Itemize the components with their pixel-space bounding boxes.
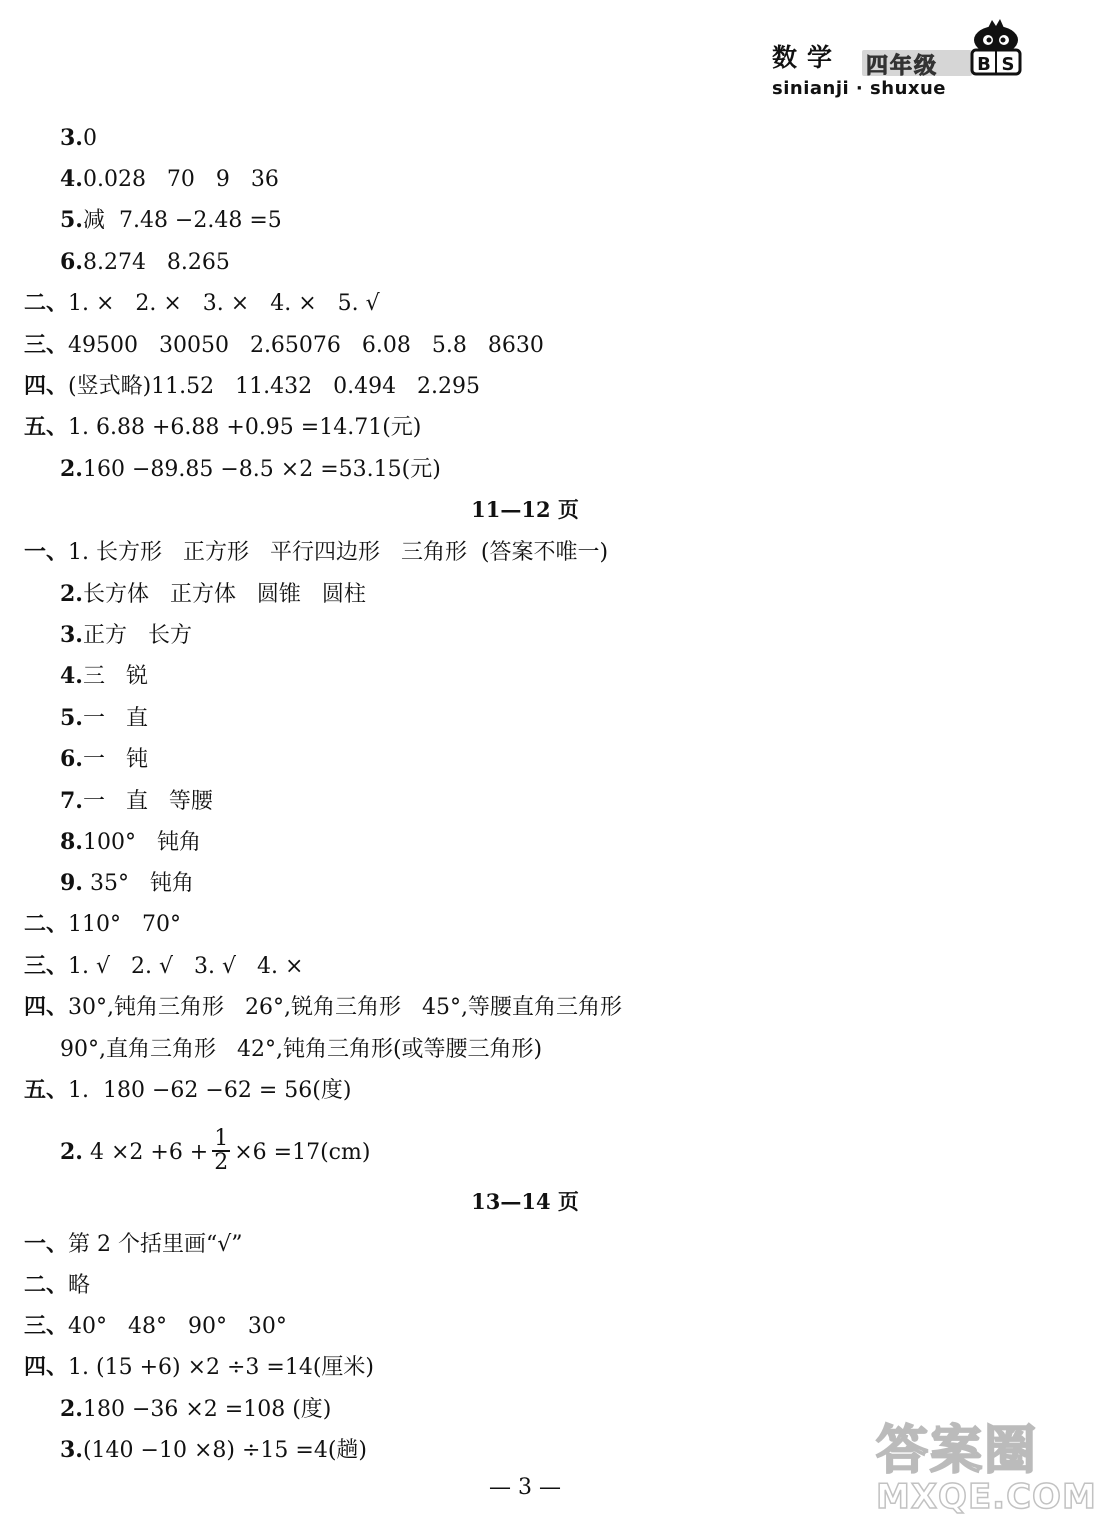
- answer-line: 4.三 锐: [60, 663, 148, 689]
- header-grade: 四年级: [866, 54, 939, 79]
- answer-line: 3.正方 长方: [60, 622, 192, 648]
- answer-line: 五、1. 180 −62 −62 = 56(度): [24, 1077, 352, 1103]
- section-title: 13—14 页: [471, 1189, 579, 1214]
- answer-line: 2.长方体 正方体 圆锥 圆柱: [60, 581, 366, 607]
- answer-line: 四、30°,钝角三角形 26°,锐角三角形 45°,等腰直角三角形: [24, 994, 622, 1020]
- answer-line: 三、1. √ 2. √ 3. √ 4. ×: [24, 953, 304, 979]
- answer-line: 四、1. (15 +6) ×2 ÷3 =14(厘米): [24, 1354, 375, 1380]
- answer-line: 二、1. × 2. × 3. × 4. × 5. √: [24, 290, 380, 316]
- page-number: — 3 —: [489, 1475, 561, 1500]
- answer-line: 9. 35° 钝角: [60, 870, 194, 896]
- header-title: 数学: [772, 43, 843, 72]
- answer-line: 90°,直角三角形 42°,钝角三角形(或等腰三角形): [60, 1037, 543, 1062]
- header-pinyin: sinianji · shuxue: [772, 78, 947, 99]
- watermark-line1: 答案圈: [876, 1421, 1039, 1481]
- watermark-line2: MXQE.COM: [876, 1477, 1097, 1517]
- bs-logo-icon: [966, 18, 1026, 78]
- svg-text:B: B: [977, 54, 991, 75]
- answer-line: 二、110° 70°: [24, 911, 181, 937]
- answer-line: 一、1. 长方形 正方形 平行四边形 三角形 (答案不唯一): [24, 539, 609, 565]
- answer-line: 3.0: [60, 125, 97, 151]
- answer-line: 二、略: [24, 1272, 91, 1298]
- answer-line: 2.160 −89.85 −8.5 ×2 =53.15(元): [60, 456, 441, 482]
- answer-line: 三、49500 30050 2.65076 6.08 5.8 8630: [24, 332, 544, 358]
- answer-line: 五、1. 6.88 +6.88 +0.95 =14.71(元): [24, 414, 422, 440]
- answer-line: 3.(140 −10 ×8) ÷15 =4(趟): [60, 1437, 367, 1463]
- svg-text:S: S: [1001, 54, 1015, 75]
- watermark: [876, 1408, 1097, 1517]
- answer-line: 5.减 7.48 −2.48 =5: [60, 207, 282, 233]
- answer-line: 四、(竖式略)11.52 11.432 0.494 2.295: [24, 373, 481, 399]
- answer-line: 4.0.028 70 9 36: [60, 166, 279, 192]
- fraction-formula: 2. 4 ×2 +6 + $\frac{1}{2}$ ×6 =17(cm): [60, 1126, 371, 1175]
- answer-line: 三、40° 48° 90° 30°: [24, 1313, 287, 1339]
- answer-line: 6.8.274 8.265: [60, 249, 230, 275]
- answer-line: 6.一 钝: [60, 746, 148, 772]
- section-title: 11—12 页: [471, 497, 579, 522]
- answer-line: 5.一 直: [60, 705, 148, 731]
- answer-line: 2.180 −36 ×2 =108 (度): [60, 1396, 332, 1422]
- answer-line: 一、第 2 个括里画“√”: [24, 1231, 243, 1257]
- answer-line: 8.100° 钝角: [60, 829, 201, 855]
- answer-line: 7.一 直 等腰: [60, 788, 213, 814]
- fraction: $\frac{1}{2}$: [214, 1126, 229, 1175]
